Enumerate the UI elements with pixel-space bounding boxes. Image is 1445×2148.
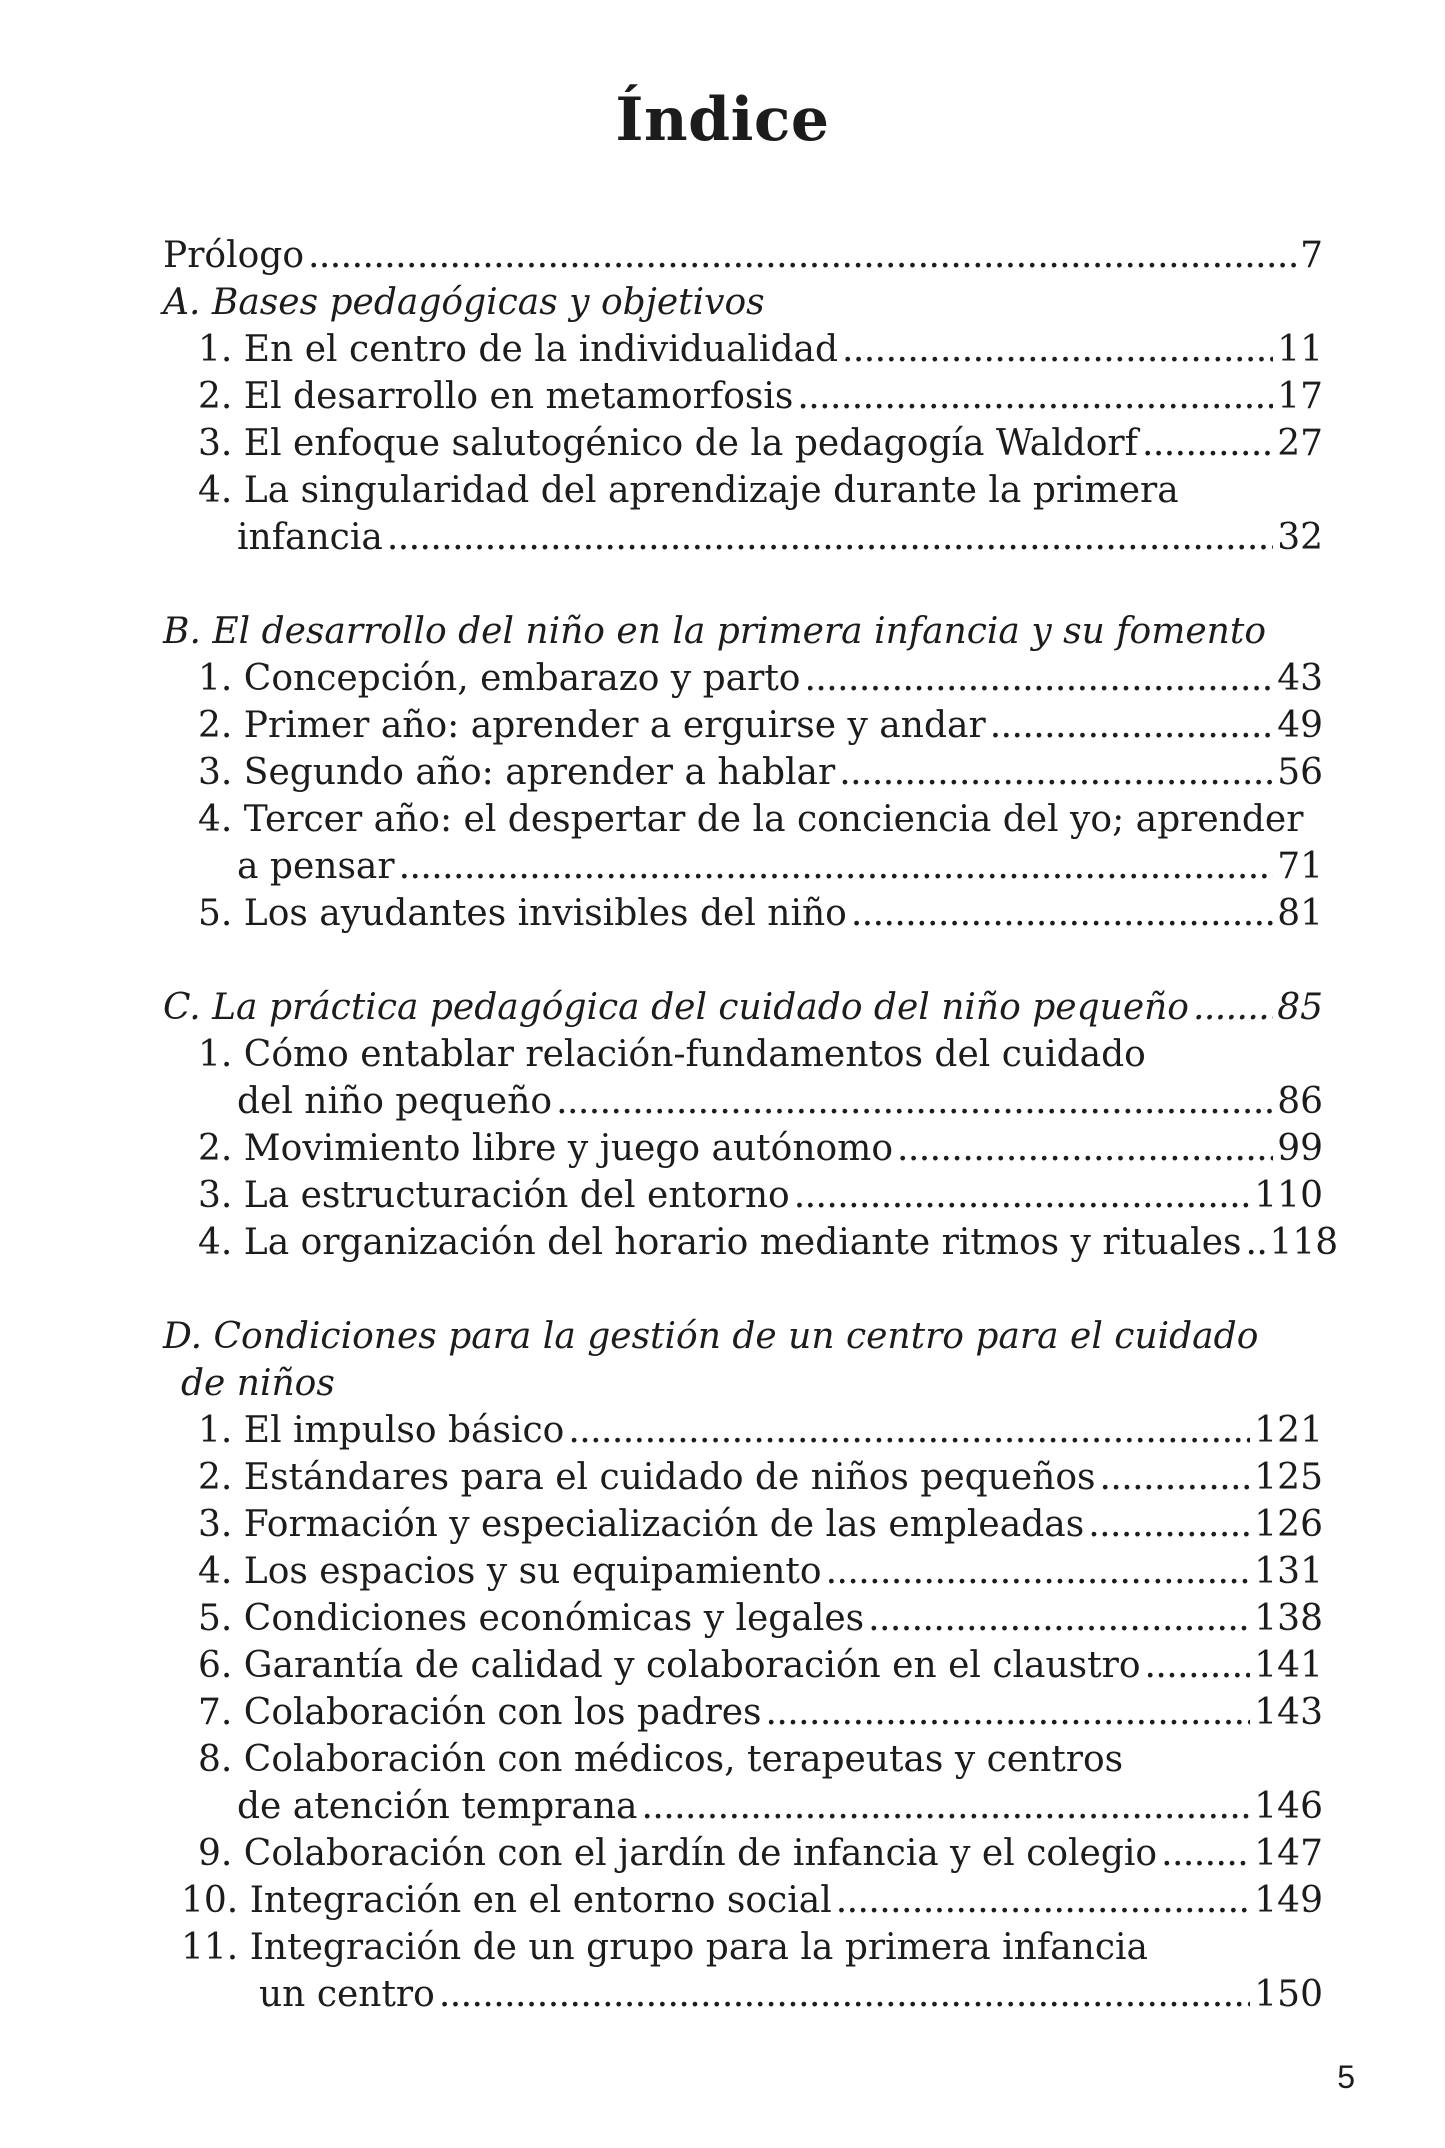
toc-entry-label: de atención temprana xyxy=(237,1786,638,1827)
toc-entry-label: 2. Movimiento libre y juego autónomo xyxy=(198,1128,893,1169)
toc-page-number: 86 xyxy=(1277,1081,1323,1122)
toc-entry-label: 1. El impulso básico xyxy=(198,1410,565,1451)
toc-entry-label: 5. Los ayudantes invisibles del niño xyxy=(198,893,847,934)
toc-page-number: 11 xyxy=(1277,329,1323,370)
toc-page-number: 147 xyxy=(1254,1833,1323,1874)
dot-leader xyxy=(568,1407,1250,1454)
toc-entry-label: 4. La singularidad del aprendizaje durante la primera xyxy=(198,470,1179,511)
toc-page-number: 125 xyxy=(1254,1457,1323,1498)
toc-entry-label: 4. Los espacios y su equipamiento xyxy=(198,1551,822,1592)
toc-entry-continuation xyxy=(163,514,1323,561)
toc-entry xyxy=(163,1125,1323,1172)
toc-page-number: 81 xyxy=(1277,893,1323,934)
dot-leader xyxy=(1142,420,1273,467)
dot-leader xyxy=(990,702,1274,749)
toc-page-number: 143 xyxy=(1254,1692,1323,1733)
section-heading-d: D. Condiciones para la gestión de un centro para el cuidado xyxy=(163,1316,1259,1357)
toc-entry-label: 3. Segundo año: aprender a hablar xyxy=(198,752,836,793)
toc-entry xyxy=(163,1031,1323,1078)
toc-page-number: 56 xyxy=(1277,752,1323,793)
toc-page-number: 85 xyxy=(1277,987,1323,1028)
dot-leader xyxy=(851,890,1273,937)
dot-leader xyxy=(308,232,1296,279)
toc-page-number: 17 xyxy=(1277,376,1323,417)
toc-entry xyxy=(163,326,1323,373)
toc-page-number: 110 xyxy=(1254,1175,1323,1216)
toc-page-number: 118 xyxy=(1269,1222,1339,1263)
dot-leader xyxy=(1193,984,1273,1031)
toc-page-number: 99 xyxy=(1277,1128,1323,1169)
toc-entry-label: 3. El enfoque salutogénico de la pedagogía Waldorf xyxy=(198,423,1138,464)
dot-leader xyxy=(387,514,1273,561)
dot-leader xyxy=(1100,1454,1251,1501)
section-heading-a: A. Bases pedagógicas y objetivos xyxy=(163,282,765,323)
toc-entry-label: 4. La organización del horario mediante ritmos y rituales xyxy=(198,1222,1242,1263)
toc-page-number: 141 xyxy=(1254,1645,1323,1686)
toc-entry-label: 2. El desarrollo en metamorfosis xyxy=(198,376,794,417)
toc-entry xyxy=(163,1219,1339,1266)
toc-page-number: 32 xyxy=(1277,517,1323,558)
toc-entry xyxy=(163,1595,1323,1642)
dot-leader xyxy=(556,1078,1273,1125)
toc-entry-label: 1. Concepción, embarazo y parto xyxy=(198,658,801,699)
dot-leader xyxy=(839,749,1273,796)
toc-entry-label: 3. La estructuración del entorno xyxy=(198,1175,790,1216)
toc-entry xyxy=(163,467,1323,514)
toc-entry-label: 11. Integración de un grupo para la primera infancia xyxy=(181,1927,1148,1968)
dot-leader xyxy=(804,655,1273,702)
toc-entry-label: del niño pequeño xyxy=(237,1081,553,1122)
dot-leader xyxy=(1245,1219,1265,1266)
dot-leader xyxy=(797,373,1273,420)
toc-page-number: 43 xyxy=(1277,658,1323,699)
toc-entry xyxy=(163,420,1323,467)
toc-page-number: 71 xyxy=(1277,846,1323,887)
toc-entry-label: 2. Primer año: aprender a erguirse y andar xyxy=(198,705,986,746)
toc-entry xyxy=(163,1877,1323,1924)
dot-leader xyxy=(826,1548,1251,1595)
dot-leader xyxy=(1088,1501,1250,1548)
toc-entry-label: 2. Estándares para el cuidado de niños pequeños xyxy=(198,1457,1096,1498)
toc-entry xyxy=(163,1172,1323,1219)
toc-entry-label: 10. Integración en el entorno social xyxy=(181,1880,832,1921)
dot-leader xyxy=(868,1595,1250,1642)
toc-entry-label: infancia xyxy=(237,517,383,558)
dot-leader xyxy=(765,1689,1250,1736)
toc-entry xyxy=(163,1501,1323,1548)
toc-entry-continuation xyxy=(163,1971,1323,2018)
toc-entry-label: a pensar xyxy=(237,846,395,887)
toc-entry xyxy=(163,1642,1323,1689)
toc-page-number: 146 xyxy=(1254,1786,1323,1827)
toc-entry-label: Prólogo xyxy=(163,235,305,276)
toc-entry-label: C. La práctica pedagógica del cuidado del niño pequeño xyxy=(163,987,1189,1028)
toc-entry xyxy=(163,1454,1323,1501)
section-heading-c xyxy=(163,984,1323,1031)
toc-page-number: 7 xyxy=(1300,235,1323,276)
dot-leader xyxy=(842,326,1273,373)
toc-entry-label: 9. Colaboración con el jardín de infancia y el colegio xyxy=(198,1833,1158,1874)
toc-entry-continuation xyxy=(163,843,1323,890)
dot-leader xyxy=(641,1783,1250,1830)
toc-page-number: 121 xyxy=(1254,1410,1323,1451)
toc-entry-label: 1. Cómo entablar relación-fundamentos del cuidado xyxy=(198,1034,1146,1075)
dot-leader xyxy=(836,1877,1251,1924)
toc-page-number: 49 xyxy=(1277,705,1323,746)
toc-entry-prologo xyxy=(163,232,1323,279)
dot-leader xyxy=(439,1971,1250,2018)
table-of-contents xyxy=(163,232,1339,2018)
toc-entry-label: 8. Colaboración con médicos, terapeutas y centros xyxy=(198,1739,1124,1780)
toc-entry-continuation xyxy=(163,1783,1323,1830)
toc-page-number: 131 xyxy=(1254,1551,1323,1592)
section-heading-d-continuation: de niños xyxy=(181,1363,335,1404)
toc-entry-label: 4. Tercer año: el despertar de la conciencia del yo; aprender xyxy=(198,799,1304,840)
dot-leader xyxy=(897,1125,1273,1172)
dot-leader xyxy=(399,843,1274,890)
toc-entry-label: 3. Formación y especialización de las empleadas xyxy=(198,1504,1085,1545)
toc-entry xyxy=(163,373,1323,420)
toc-entry xyxy=(163,1689,1323,1736)
toc-entry xyxy=(163,1830,1323,1877)
toc-page-number: 27 xyxy=(1277,423,1323,464)
toc-entry xyxy=(163,1736,1323,1783)
toc-page-number: 138 xyxy=(1254,1598,1323,1639)
toc-page-number: 149 xyxy=(1254,1880,1323,1921)
section-heading-b: B. El desarrollo del niño en la primera infancia y su fomento xyxy=(163,611,1266,652)
toc-entry xyxy=(163,796,1323,843)
toc-entry xyxy=(163,655,1323,702)
toc-entry-label: 6. Garantía de calidad y colaboración en el claustro xyxy=(198,1645,1141,1686)
toc-entry-label: 5. Condiciones económicas y legales xyxy=(198,1598,865,1639)
toc-entry-label: un centro xyxy=(259,1974,435,2015)
toc-entry xyxy=(163,1548,1323,1595)
toc-entry xyxy=(163,1924,1323,1971)
toc-entry xyxy=(163,749,1323,796)
toc-page-number: 126 xyxy=(1254,1504,1323,1545)
toc-entry xyxy=(163,702,1323,749)
dot-leader xyxy=(1161,1830,1250,1877)
toc-entry xyxy=(163,1407,1323,1454)
page-number: 5 xyxy=(1337,2059,1355,2095)
dot-leader xyxy=(794,1172,1251,1219)
toc-entry-continuation xyxy=(163,1078,1323,1125)
toc-entry-label: 1. En el centro de la individualidad xyxy=(198,329,839,370)
dot-leader xyxy=(1145,1642,1251,1689)
page-title: Índice xyxy=(615,85,830,155)
toc-page-number: 150 xyxy=(1254,1974,1323,2015)
toc-entry-label: 7. Colaboración con los padres xyxy=(198,1692,762,1733)
toc-entry xyxy=(163,890,1323,937)
